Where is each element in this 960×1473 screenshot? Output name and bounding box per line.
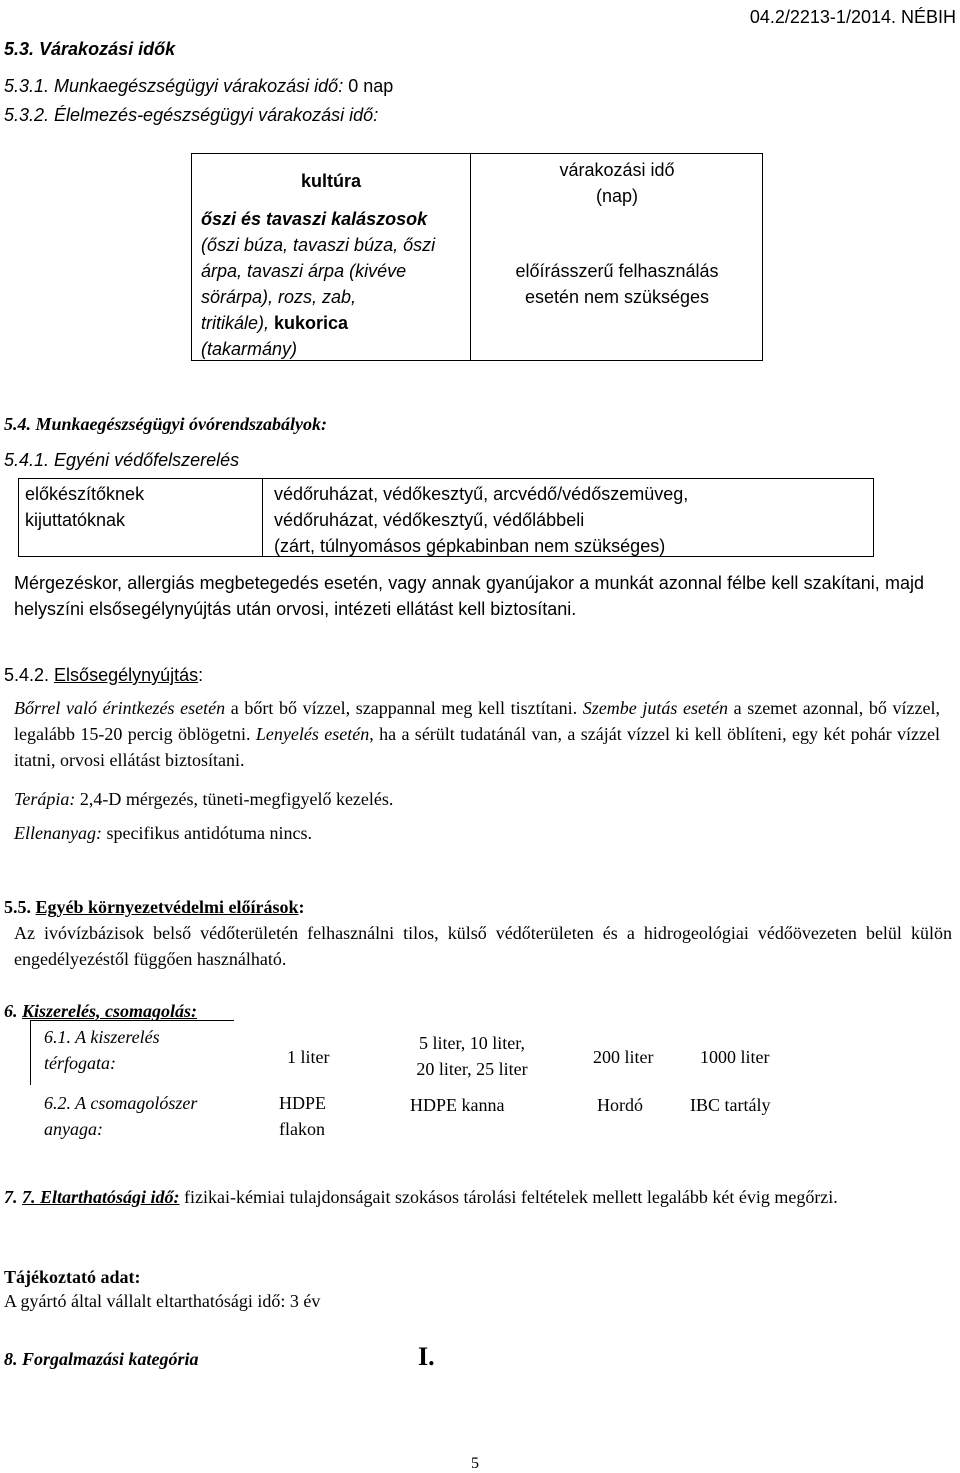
- antidote-label: Ellenanyag:: [14, 823, 102, 843]
- wait-value-line-1: előírásszerű felhasználás: [515, 261, 719, 281]
- wait-value: [471, 258, 763, 310]
- section-title-5-5-text: Egyéb környezetvédelmi előírások: [35, 897, 299, 917]
- info-title: Tájékoztató adat:: [4, 1267, 141, 1287]
- ppe-value-preparers: védőruházat, védőkesztyű, arcvédő/védőszemüveg,: [274, 484, 689, 504]
- food-safety-wait-time-title: 5.3.2. Élelmezés-egészségügyi várakozási idő:: [4, 105, 379, 125]
- occupational-wait-value: 0 nap: [348, 76, 394, 96]
- volume-1-liter: 1 liter: [287, 1047, 330, 1067]
- section-title-5-5: 5.5. Egyéb környezetvédelmi előírások:: [4, 897, 305, 917]
- ppe-table-divider: [262, 478, 263, 557]
- volume-mid-line-2: 20 liter, 25 liter: [416, 1059, 528, 1079]
- crop-list: [201, 206, 435, 362]
- document-reference: 04.2/2213-1/2014. NÉBIH: [749, 7, 956, 27]
- material-hdpe-flask-line-2: flakon: [279, 1119, 325, 1139]
- ppe-labels: [25, 481, 144, 533]
- section-title-5-3: 5.3. Várakozási idők: [4, 39, 176, 59]
- environmental-text: Az ivóvízbázisok belső védőterületén felhasználni tilos, külső védőterületen és a hidrogeológiai védőövezeten belül külön engedélyezéstől függően használható.: [14, 923, 952, 969]
- antidote-text: specifikus antidótuma nincs.: [101, 823, 312, 843]
- ppe-value-note: (zárt, túlnyomásos gépkabinban nem szükséges): [274, 536, 666, 556]
- occupational-wait-time: [4, 73, 393, 99]
- poisoning-instructions: Mérgezéskor, allergiás megbetegedés esetén, vagy annak gyanújakor a munkát azonnal félbe kell szakítani, majd helyszíni elsősegélynyújtás után orvosi, intézeti ellátást kell biztosítani.: [14, 573, 924, 619]
- crop-group-title: őszi és tavaszi kalászosok: [201, 209, 428, 229]
- volume-label: [44, 1024, 160, 1076]
- ppe-label-applicators: kijuttatóknak: [25, 510, 126, 530]
- skin-contact-text: a bőrt bő vízzel, szappannal meg kell tisztítani.: [225, 698, 583, 718]
- subsection-ppe-title: 5.4.1. Egyéni védőfelszerelés: [4, 450, 240, 470]
- crop-line-2: árpa, tavaszi árpa (kivéve: [201, 261, 407, 281]
- packaging-table-left-border: [30, 1020, 31, 1085]
- wait-header: [471, 157, 763, 209]
- volume-1000-liter: 1000 liter: [700, 1047, 770, 1067]
- ppe-values: [274, 481, 688, 559]
- volume-label-line-2: térfogata:: [44, 1053, 116, 1073]
- crop-corn: kukorica: [274, 313, 349, 333]
- material-label-line-2: anyaga:: [44, 1119, 103, 1139]
- ingestion-label: Lenyelés esetén: [255, 724, 370, 744]
- section-title-5-4: 5.4. Munkaegészségügyi óvórendszabályok:: [4, 414, 327, 434]
- volume-mid-line-1: 5 liter, 10 liter,: [418, 1033, 526, 1053]
- section-title-6: 6. Kiszerelés, csomagolás:: [4, 1001, 197, 1021]
- crop-line-3: sörárpa), rozs, zab,: [201, 287, 357, 307]
- material-hdpe-flask-line-1: HDPE: [279, 1093, 327, 1113]
- packaging-table-top-border: [30, 1020, 234, 1021]
- ppe-label-preparers: előkészítőknek: [25, 484, 145, 504]
- section-title-8: 8. Forgalmazási kategória: [4, 1349, 199, 1369]
- first-aid-title: 5.4.2. Elsősegélynyújtás:: [4, 665, 204, 685]
- therapy-label: Terápia:: [14, 789, 76, 809]
- material-drum: Hordó: [597, 1095, 643, 1115]
- first-aid-text: [14, 695, 940, 773]
- wait-value-line-2: esetén nem szükséges: [524, 287, 710, 307]
- ppe-value-applicators: védőruházat, védőkesztyű, védőlábbeli: [274, 510, 585, 530]
- crop-line-4: tritikále), kukorica: [201, 313, 349, 333]
- skin-contact-label: Bőrrel való érintkezés esetén: [14, 698, 226, 718]
- distribution-category-value: I.: [418, 1342, 435, 1371]
- first-aid-title-text: Elsősegélynyújtás: [54, 665, 199, 685]
- occupational-wait-label: 5.3.1. Munkaegészségügyi várakozási idő:: [4, 76, 344, 96]
- wait-header-line-2: (nap): [595, 186, 639, 206]
- page-number: 5: [471, 1455, 479, 1472]
- antidote-line: [14, 820, 312, 846]
- shelf-life-text: [4, 1184, 934, 1210]
- shelf-life-body: fizikai-kémiai tulajdonságait szokásos tárolási feltételek mellett legalább két évig megőrzi.: [179, 1187, 838, 1207]
- crop-line-5: (takarmány): [201, 339, 298, 359]
- volume-label-line-1: 6.1. A kiszerelés: [44, 1027, 160, 1047]
- volume-200-liter: 200 liter: [593, 1047, 654, 1067]
- therapy-text: 2,4-D mérgezés, tüneti-megfigyelő kezelés.: [75, 789, 394, 809]
- volume-mid-sizes: [392, 1030, 552, 1082]
- ingestion-text: , ha a sérült tudatánál van, a száját vízzel ki kell öblíteni, egy két pohár vízzel itatni, orvosi ellátást biztosítani.: [14, 724, 941, 770]
- info-text: A gyártó által vállalt eltarthatósági idő: 3 év: [4, 1291, 321, 1311]
- section-title-7: 7. 7. Eltarthatósági idő:: [4, 1187, 180, 1207]
- wait-header-line-1: várakozási idő: [559, 160, 675, 180]
- eye-contact-text: a szemet azonnal, bő vízzel, legalább 15-20 percig öblögetni.: [14, 698, 941, 744]
- material-hdpe-flask: [279, 1090, 326, 1142]
- material-label: [44, 1090, 197, 1142]
- material-ibc: IBC tartály: [690, 1095, 771, 1115]
- material-label-line-1: 6.2. A csomagolószer: [44, 1093, 198, 1113]
- therapy-line: [14, 786, 393, 812]
- culture-header: kultúra: [300, 171, 361, 191]
- crop-line-1: (őszi búza, tavaszi búza, őszi: [201, 235, 436, 255]
- eye-contact-label: Szembe jutás esetén: [582, 698, 728, 718]
- section-title-6-text: Kiszerelés, csomagolás:: [22, 1001, 197, 1021]
- material-hdpe-can: HDPE kanna: [410, 1095, 505, 1115]
